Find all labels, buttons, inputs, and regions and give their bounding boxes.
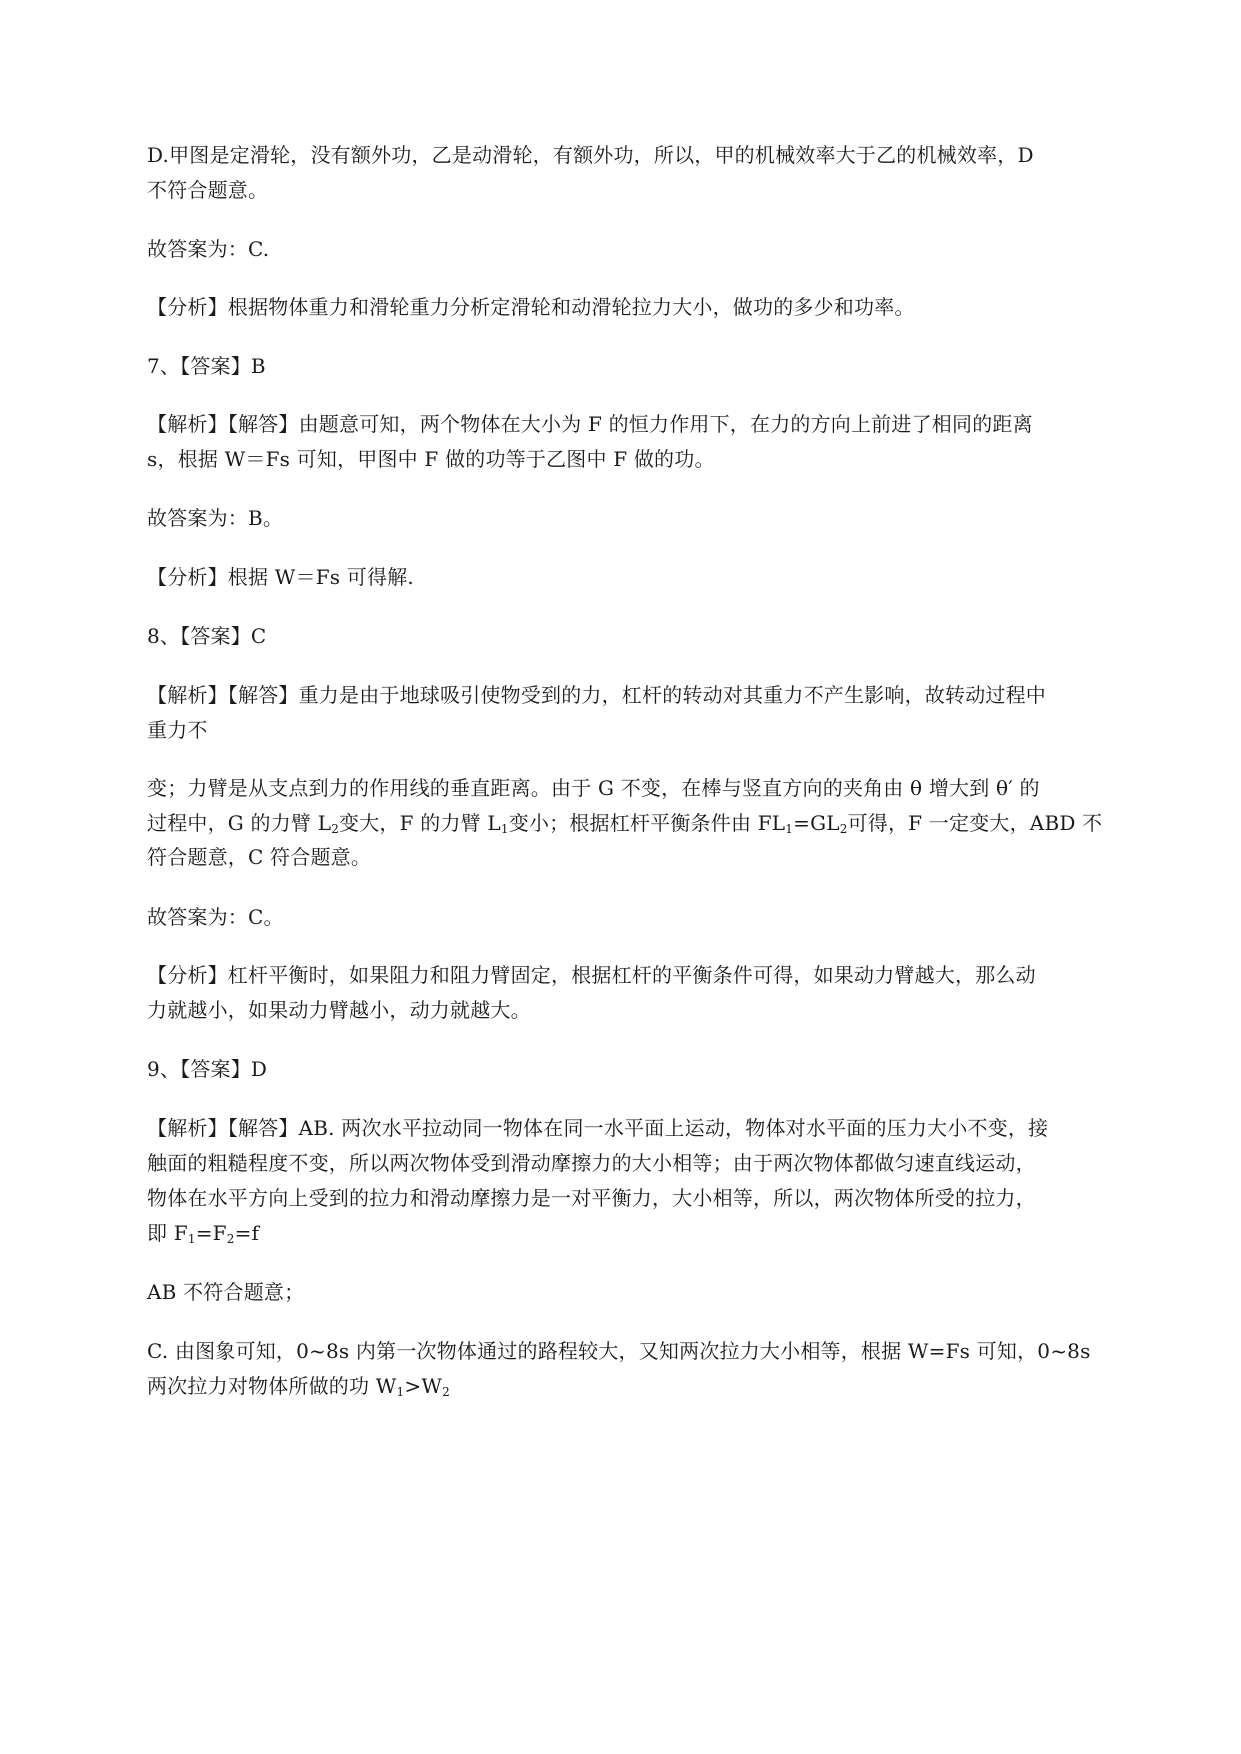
text-line: 【分析】根据 W＝Fs 可得解.	[147, 565, 414, 589]
text-line: 重力不	[147, 718, 208, 742]
question-9-answer: 9、【答案】D	[147, 1057, 268, 1081]
text-line: 【解析】【解答】重力是由于地球吸引使物受到的力，杠杆的转动对其重力不产生影响，故转动过程中	[147, 683, 1046, 707]
text-line: 【分析】杠杆平衡时，如果阻力和阻力臂固定，根据杠杆的平衡条件可得，如果动力臂越大，那么动	[147, 963, 1036, 987]
text-line: 变；力臂是从支点到力的作用线的垂直距离。由于 G 不变，在棒与竖直方向的夹角由 θ 增大到 θ′ 的	[147, 776, 1040, 800]
question-8-answer: 8、【答案】C	[147, 624, 267, 648]
text-line: 触面的粗糙程度不变，所以两次物体受到滑动摩擦力的大小相等；由于两次物体都做匀速直线运动，	[147, 1151, 1036, 1175]
text-line-with-subscripts: 过程中，G 的力臂 $L_2$变大，F 的力臂 $L_1$变小；根据杠杆平衡条件由 $FL_1=GL_2$可得，F 一定变大，ABD 不	[147, 811, 1103, 836]
question-7-answer: 7、【答案】B	[147, 354, 266, 378]
text-line: 故答案为：C。	[147, 905, 284, 929]
text-line: 符合题意，C 符合题意。	[147, 845, 372, 869]
text-line: 不符合题意。	[147, 178, 269, 202]
text-line: C. 由图象可知，0~8s 内第一次物体通过的路程较大，又知两次拉力大小相等，根据 W=Fs 可知，0~8s	[147, 1339, 1091, 1363]
text-line: s，根据 W＝Fs 可知，甲图中 F 做的功等于乙图中 F 做的功。	[147, 447, 715, 471]
text-line: 故答案为：C.	[147, 237, 270, 261]
text-line: D.甲图是定滑轮，没有额外功，乙是动滑轮，有额外功，所以，甲的机械效率大于乙的机械效率，D	[147, 143, 1034, 167]
text-line: 故答案为：B。	[147, 506, 284, 530]
text-line-with-subscripts: 即 $F_1=F_2=f$	[147, 1221, 260, 1246]
text-line-with-subscripts: 两次拉力对物体所做的功 $W_1>W_2$	[147, 1374, 450, 1399]
text-line: 【分析】根据物体重力和滑轮重力分析定滑轮和动滑轮拉力大小，做功的多少和功率。	[147, 295, 915, 319]
text-line: 力就越小，如果动力臂越小，动力就越大。	[147, 998, 531, 1022]
text-line: 物体在水平方向上受到的拉力和滑动摩擦力是一对平衡力，大小相等，所以，两次物体所受的拉力，	[147, 1186, 1036, 1210]
text-line: 【解析】【解答】AB. 两次水平拉动同一物体在同一水平面上运动，物体对水平面的压力大小不变，接	[147, 1116, 1049, 1140]
text-line: 【解析】【解答】由题意可知，两个物体在大小为 F 的恒力作用下，在力的方向上前进了相同的距离	[147, 412, 1033, 436]
text-line: AB 不符合题意；	[147, 1280, 305, 1304]
